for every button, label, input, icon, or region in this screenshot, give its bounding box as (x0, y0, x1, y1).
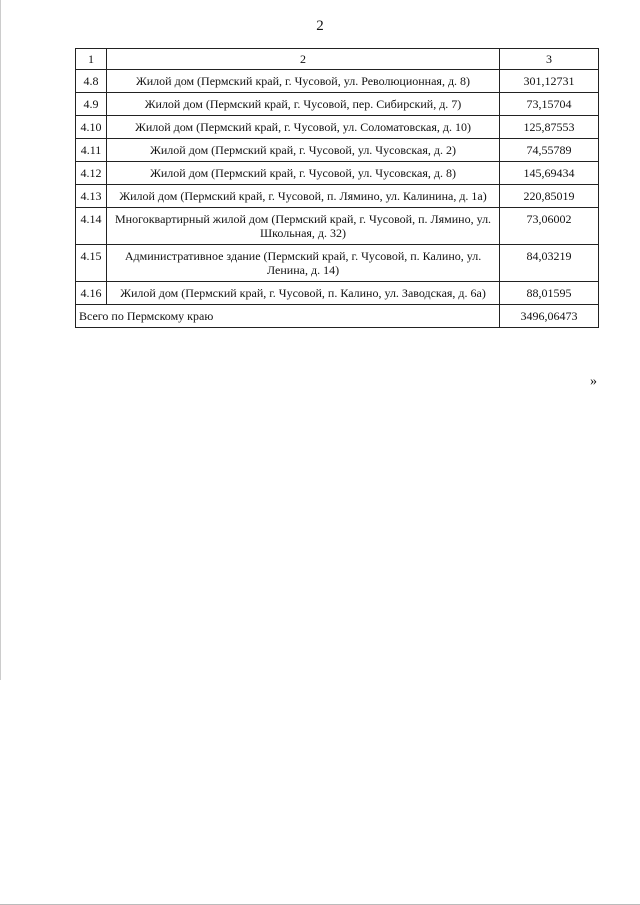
total-value: 3496,06473 (500, 305, 599, 328)
table-row (76, 93, 599, 116)
row-number: 4.10 (76, 116, 107, 139)
row-description: Многоквартирный жилой дом (Пермский край, г. Чусовой, п. Лямино, ул. Школьная, д. 32) (106, 208, 499, 245)
row-value: 84,03219 (500, 245, 599, 282)
row-description: Жилой дом (Пермский край, г. Чусовой, ул. Революционная, д. 8) (106, 70, 499, 93)
row-value: 301,12731 (500, 70, 599, 93)
row-description: Жилой дом (Пермский край, г. Чусовой, п. Калино, ул. Заводская, д. 6а) (106, 282, 499, 305)
scan-left-edge (0, 0, 1, 680)
row-value: 125,87553 (500, 116, 599, 139)
row-value: 88,01595 (500, 282, 599, 305)
row-description: Административное здание (Пермский край, г. Чусовой, п. Калино, ул. Ленина, д. 14) (106, 245, 499, 282)
row-value: 73,15704 (500, 93, 599, 116)
row-number: 4.13 (76, 185, 107, 208)
row-number: 4.14 (76, 208, 107, 245)
row-number: 4.11 (76, 139, 107, 162)
table-total-row (76, 305, 599, 328)
table-row (76, 70, 599, 93)
row-value: 73,06002 (500, 208, 599, 245)
document-table (75, 48, 599, 328)
table-row (76, 162, 599, 185)
table-row (76, 208, 599, 245)
row-description: Жилой дом (Пермский край, г. Чусовой, ул. Чусовская, д. 8) (106, 162, 499, 185)
row-value: 145,69434 (500, 162, 599, 185)
column-header-1: 1 (76, 49, 107, 70)
row-description: Жилой дом (Пермский край, г. Чусовой, ул. Чусовская, д. 2) (106, 139, 499, 162)
column-header-2: 2 (106, 49, 499, 70)
closing-quote-mark: » (590, 374, 597, 389)
table-row (76, 185, 599, 208)
row-number: 4.15 (76, 245, 107, 282)
table-row (76, 116, 599, 139)
row-number: 4.9 (76, 93, 107, 116)
row-description: Жилой дом (Пермский край, г. Чусовой, п. Лямино, ул. Калинина, д. 1а) (106, 185, 499, 208)
row-description: Жилой дом (Пермский край, г. Чусовой, пер. Сибирский, д. 7) (106, 93, 499, 116)
row-number: 4.16 (76, 282, 107, 305)
table-row (76, 282, 599, 305)
row-value: 74,55789 (500, 139, 599, 162)
table-header-row (76, 49, 599, 70)
row-description: Жилой дом (Пермский край, г. Чусовой, ул. Соломатовская, д. 10) (106, 116, 499, 139)
table-row (76, 245, 599, 282)
table-row (76, 139, 599, 162)
row-value: 220,85019 (500, 185, 599, 208)
page-number: 2 (316, 18, 324, 34)
column-header-3: 3 (500, 49, 599, 70)
row-number: 4.8 (76, 70, 107, 93)
row-number: 4.12 (76, 162, 107, 185)
total-label: Всего по Пермскому краю (76, 305, 500, 328)
